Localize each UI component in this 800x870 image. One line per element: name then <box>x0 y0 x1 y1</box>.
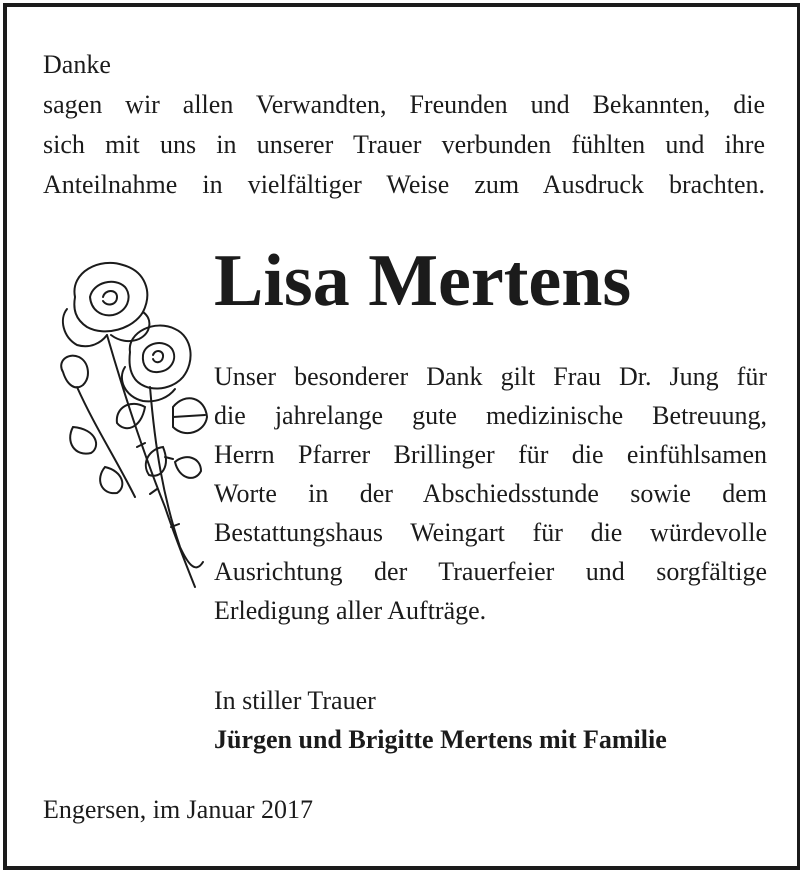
roses-icon <box>45 257 215 597</box>
thanks-line: Herrn Pfarrer Brillinger für die einfühlsamen <box>214 440 767 469</box>
thanks-line: Ausrichtung der Trauerfeier und sorgfältige <box>214 557 767 586</box>
signers: Jürgen und Brigitte Mertens mit Familie <box>214 725 667 754</box>
thanks-line: Erledigung aller Aufträge. <box>214 596 487 625</box>
place-date: Engersen, im Januar 2017 <box>43 795 314 824</box>
thanks-line: Unser besonderer Dank gilt Frau Dr. Jung für <box>214 362 767 391</box>
thanks-text <box>214 357 767 630</box>
intro-line: sich mit uns in unserer Trauer verbunden fühlten und ihre <box>43 130 765 159</box>
intro-line: sagen wir allen Verwandten, Freunden und Bekannten, die <box>43 90 765 119</box>
intro-heading: Danke <box>43 50 111 79</box>
closing-phrase: In stiller Trauer <box>214 686 376 715</box>
closing <box>214 681 667 759</box>
intro-line: Anteilnahme in vielfältiger Weise zum Ausdruck brachten. <box>43 170 765 199</box>
obituary-notice <box>3 3 800 870</box>
thanks-line: Worte in der Abschiedsstunde sowie dem <box>214 479 767 508</box>
intro-text <box>43 45 765 205</box>
deceased-name: Lisa Mertens <box>214 240 632 322</box>
thanks-line: Bestattungshaus Weingart für die würdevolle <box>214 518 767 547</box>
thanks-line: die jahrelange gute medizinische Betreuung, <box>214 401 767 430</box>
